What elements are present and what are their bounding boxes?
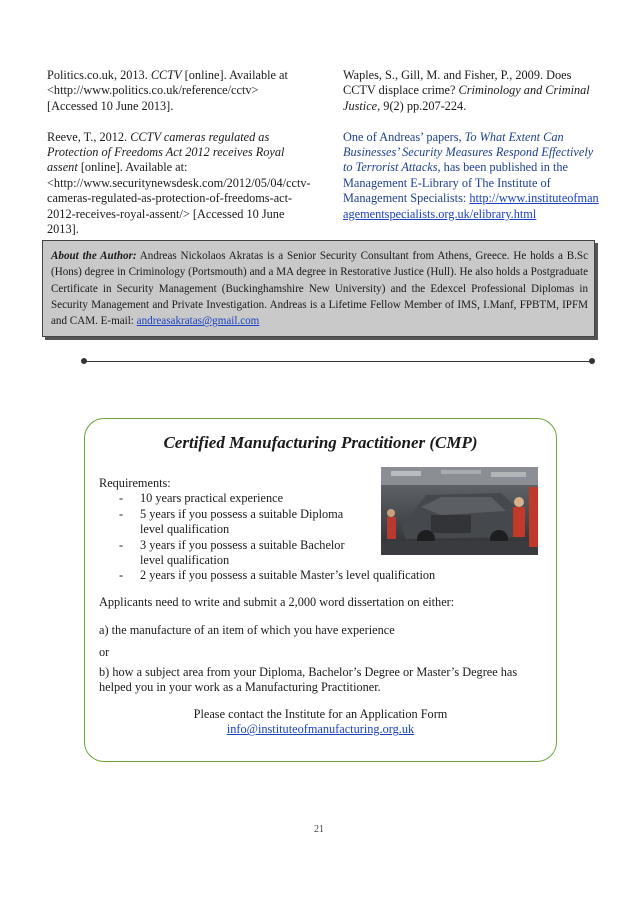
- reference-reeve: [47, 130, 312, 238]
- elibrary-link[interactable]: http://www.instituteofmanagementspecialists.org.uk/elibrary.html: [343, 191, 599, 221]
- promo-text: , has been published in the Management E-Library of The Institute of Management Specialists:: [343, 160, 568, 206]
- dissertation-option-a: a) the manufacture of an item of which you have experience: [99, 623, 395, 637]
- requirement-text: 10 years practical experience: [140, 491, 284, 506]
- promo-text: One of Andreas’ papers,: [343, 129, 465, 144]
- reference-politics: [47, 68, 312, 114]
- section-divider: [84, 361, 594, 362]
- contact-email-link[interactable]: info@instituteofmanufacturing.org.uk: [226, 722, 415, 737]
- about-author-heading: About the Author:: [51, 250, 137, 262]
- requirement-text: 2 years if you possess a suitable Master’s level qualification: [140, 568, 436, 583]
- reference-text: Waples, S., Gill, M. and Fisher, P., 2009. Does CCTV displace crime?: [343, 68, 572, 98]
- factory-photo: [381, 467, 538, 555]
- about-author-body: Andreas Nickolaos Akratas is a Senior Security Consultant from Athens, Greece. He holds a B.Sc (Hons) degree in Criminology (Portsmouth) and a MA degree in Restorative Justice (Hull). He also holds a Postgraduate Certificate in Security Management (Buckinghamshire New University) and the Edexcel Professional Diplomas in Security Management and Private Investigation. Andreas is a Lifetime Fellow Member of IMS, I.Manf, FPBTM, IPFM and CAM. E-mail:: [51, 250, 588, 328]
- requirement-text: 5 years if you possess a suitable Diploma level qualification: [140, 506, 344, 537]
- author-email-link[interactable]: andreasakratas@gmail.com: [136, 315, 260, 328]
- cmp-advert-box: [84, 418, 557, 762]
- list-dash: -: [119, 491, 124, 506]
- reference-text: 9(2) pp.207-224.: [380, 98, 467, 113]
- dissertation-option-b: b) how a subject area from your Diploma, Bachelor’s Degree or Master’s Degree has helped you in your work as a Manufacturing Practitioner.: [99, 665, 518, 695]
- requirement-item: [99, 538, 350, 569]
- reference-title: CCTV: [150, 68, 182, 82]
- cmp-title: Certified Manufacturing Practitioner (CMP): [163, 433, 478, 452]
- requirement-item: [99, 507, 350, 538]
- requirement-item: [99, 491, 399, 506]
- reference-waples: [343, 68, 603, 114]
- divider-dot-left: [81, 358, 87, 364]
- list-dash: -: [119, 506, 124, 521]
- reference-text: [online]. Available at: <http://www.securitynewsdesk.com/2012/05/04/cctv-cameras-regulated-as-protection-of-freedoms-act-2012-receives-royal-assent/> [Accessed 10 June 2013].: [47, 160, 311, 237]
- requirement-text: 3 years if you possess a suitable Bachelor level qualification: [140, 537, 345, 568]
- reference-text: Reeve, T., 2012.: [47, 129, 131, 144]
- contact-text: Please contact the Institute for an Application Form: [193, 707, 448, 721]
- about-author-text: [51, 248, 588, 329]
- reference-title: CCTV cameras regulated as Protection of Freedoms Act 2012 receives Royal assent: [47, 129, 285, 175]
- reference-text: Politics.co.uk, 2013.: [47, 68, 151, 82]
- dissertation-intro: Applicants need to write and submit a 2,000 word dissertation on either:: [99, 595, 455, 609]
- reference-title: Criminology and Criminal Justice,: [343, 83, 590, 113]
- dissertation-or: or: [99, 645, 110, 659]
- contact-section: [85, 707, 556, 738]
- requirements-label: Requirements:: [99, 476, 171, 490]
- factory-photo-image: [381, 467, 538, 555]
- list-dash: -: [119, 568, 124, 583]
- requirements-list: [99, 491, 436, 583]
- references-right-column: [343, 68, 603, 237]
- divider-dot-right: [589, 358, 595, 364]
- reference-text: [online]. Available at <http://www.politics.co.uk/reference/cctv> [Accessed 10 June 2013].: [47, 68, 288, 113]
- references-left-column: [47, 68, 312, 253]
- requirements-section: [99, 476, 436, 584]
- page-number: 21: [314, 824, 324, 835]
- about-author-box: [42, 240, 595, 337]
- promo-paper-title: To What Extent Can Businesses’ Security Measures Respond Effectively to Terrorist Attacks: [343, 129, 594, 175]
- list-dash: -: [119, 537, 124, 552]
- requirement-item: [99, 568, 540, 583]
- paper-promo: [343, 130, 603, 222]
